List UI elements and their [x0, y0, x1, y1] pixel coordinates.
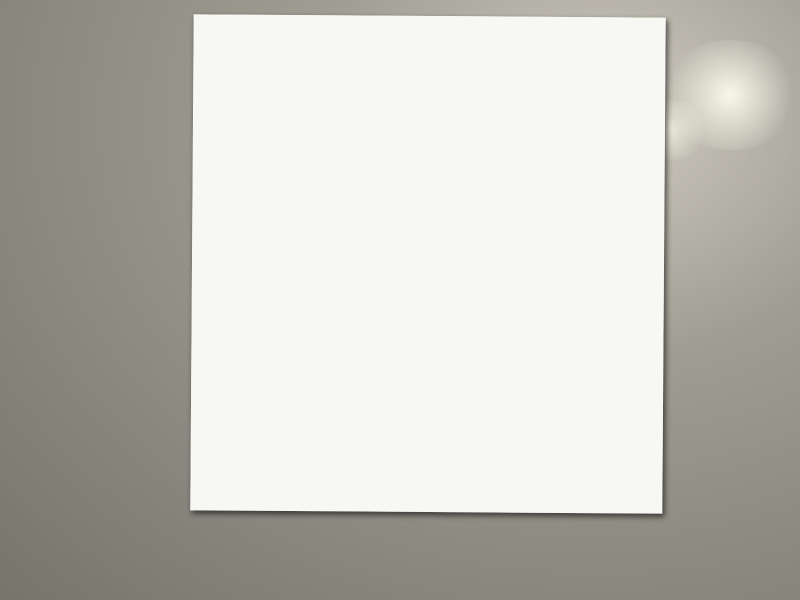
- receipt-content: [190, 14, 665, 513]
